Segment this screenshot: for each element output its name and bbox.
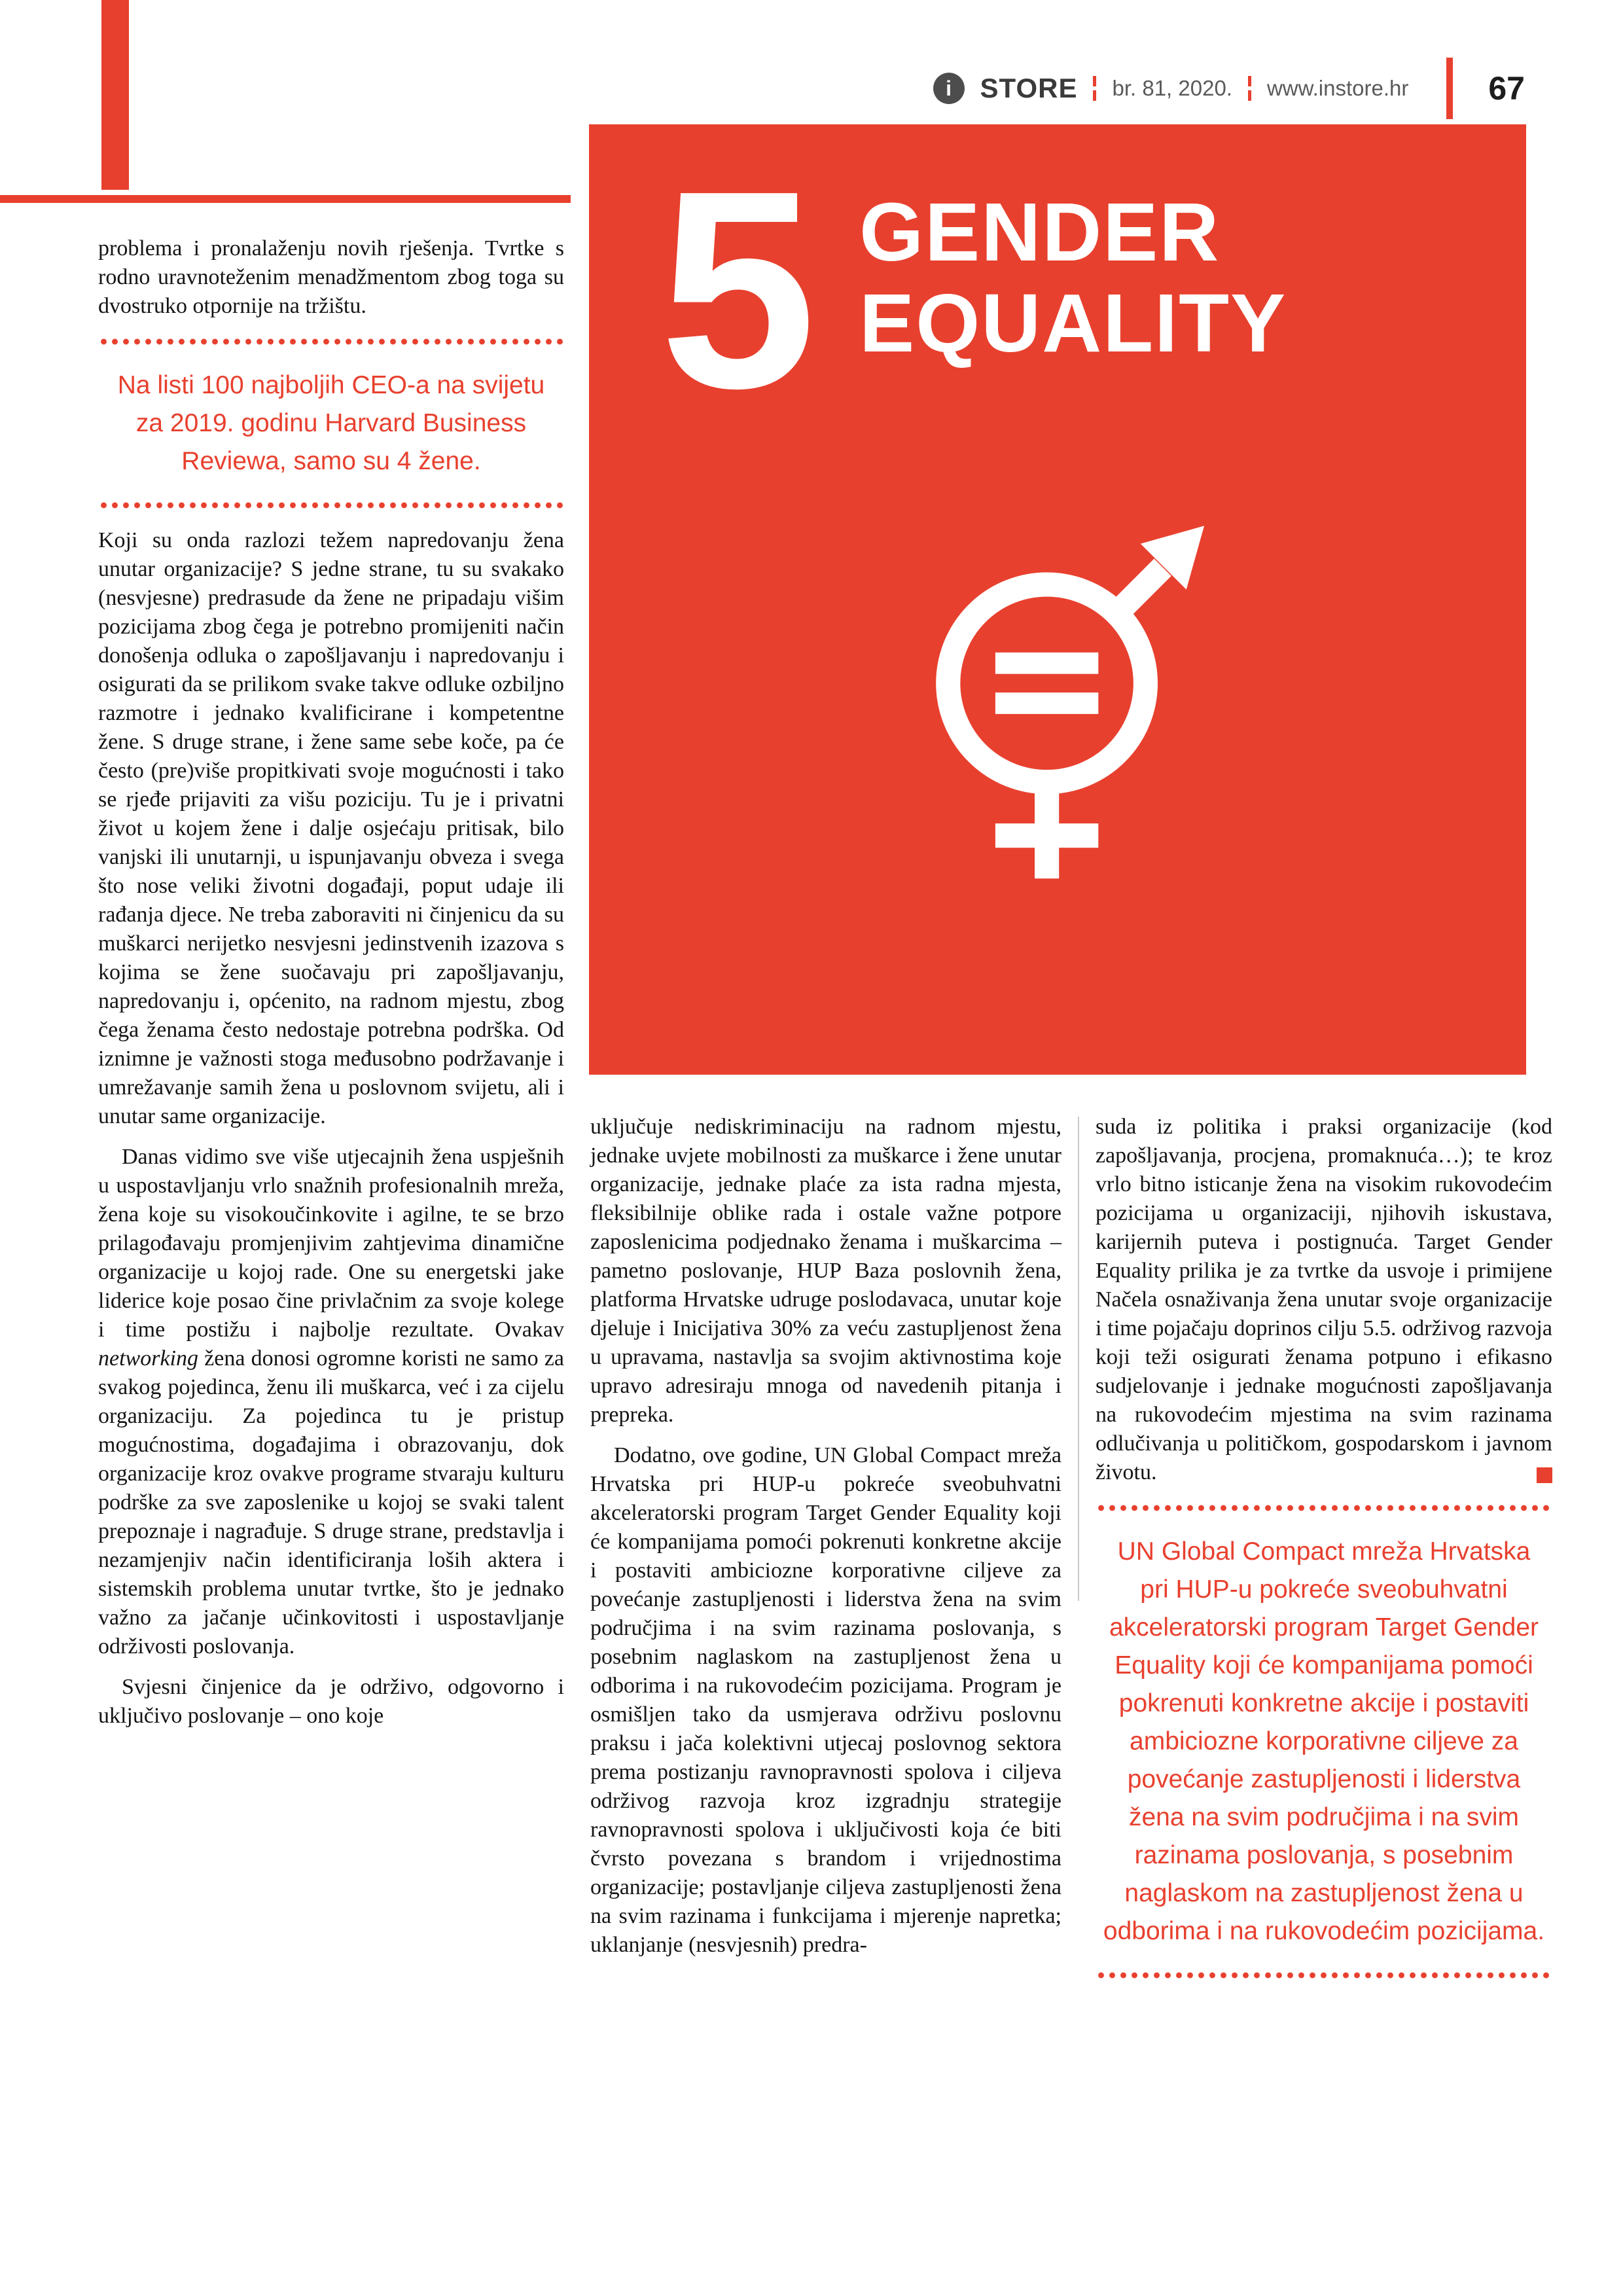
article-end-mark [1537, 1467, 1552, 1483]
body-paragraph: Dodatno, ove godine, UN Global Compact mreža Hrvatska pri HUP-u pokreće sveobuhvatni akceleratorski program Target Gender Equality koji će kompanijama pomoći pokrenuti konkretne akcije i postaviti ambiciozne korporativne ciljeve za povećanje zastupljenosti i liderstva žena na svim područjima i na svim razinama poslovanja, s posebnim naglaskom na zastupljenost žena u odborima i na rukovodećim pozicijama. Program je osmišljen tako da usmjerava održivu poslovnu praksu i jača kolektivni utjecaj poslovnog sektora prema postizanju ravnopravnosti spolova i ciljeva održivog razvoja kroz izgradnju strategije ravnopravnosti spolova i uključivosti koja će biti čvrsto povezana s brandom i vrijednostima organizacije; postavljanje ciljeva zastupljenosti žena na svim razinama i funkcijama i mjerenje napretka; uklanjanje (nesvjesnih) predra- [590, 1443, 1061, 1957]
dotted-divider [1096, 1971, 1552, 1979]
body-paragraph: Koji su onda razlozi težem napredovanju žena unutar organizacije? S jedne strane, tu su svakako (nesvjesne) predrasude da žene ne pripadaju višim pozicijama zbog čega je potrebno promijeniti način donošenja odluka o zapošljavanju i napredovanju i osigurati da se prilikom svake takve odluke ozbiljno razmotre i jednako kvalificirane i kompetentne žene. S druge strane, i žene same sebe koče, pa će često (pre)više propitkivati svoje mogućnosti i tako se rjeđe prijaviti za višu poziciju. Tu je i privatni život u kojem žene i dalje osjećaju pritisak, bilo vanjski ili unutarnji, u ispunjavanju obveza i svega što nose veliki životni događaji, poput udaje ili rađanja djece. Ne treba zaboraviti ni činjenicu da su muškarci nerijetko nesvjesni jedinstvenih izazova s kojima se žene suočavaju pri zapošljavanju, napredovanju i, općenito, na radnom mjestu, zbog čega ženama često nedostaje potrebna podrška. Od iznimne je važnosti stoga međusobno podržavanje i umrežavanje samih žena u poslovnom svijetu, ali i unutar same organizacije. [98, 528, 564, 1128]
paragraph-text: Danas vidimo sve više utjecajnih žena uspješnih u uspostavljanju vrlo snažnih profesionalnih mreža, žena koje su visokoučinkovite i agilne, te se brzo prilagođavaju promjenjivim zahtjevima dinamične organizacije u kojoj rade. One su energetski jake liderice koje posao čine privlačnim za svoje kolege i time postižu i najbolje rezultate. Ovakav [98, 1145, 564, 1342]
corner-accent-mark [101, 0, 129, 190]
pull-quote-un-global-compact: UN Global Compact mreža Hrvatska pri HUP-u pokreće sveobuhvatni akceleratorski program Target Gender Equality koji će kompanijama pomoći pokrenuti konkretne akcije i postaviti ambiciozne korporativne ciljeve za povećanje zastupljenosti i liderstva žena na svim područjima i na svim razinama poslovanja, s posebnim naglaskom na zastupljenost žena u odborima i na rukovodećim pozicijama. [1103, 1537, 1545, 1945]
header-divider [1093, 76, 1096, 101]
sdg-title-line1: GENDER [859, 186, 1221, 278]
paragraph-text: žena donosi ogromne koristi ne samo za svakog pojedinca, ženu ili muškarca, već i za cijelu organizaciju. Za pojedinca tu je pristup mogućnostima, događajima i obrazovanju, dok organizacije kroz ovakve programe stvaraju kulturu podrške za sve zaposlenike u kojoj se svaki talent prepoznaje i nagrađuje. S druge strane, predstavlja i nezamjenjiv način identificiranja loših aktera i sistemskih problema unutar tvrtke, što je jednako važno za jačanje učinkovitosti i uspostavljanje održivosti poslovanja. [98, 1346, 564, 1659]
body-paragraph [1096, 1113, 1552, 1487]
middle-column [590, 1113, 1061, 1960]
page-header [785, 58, 1525, 119]
sdg-number: 5 [660, 133, 817, 447]
pull-quote-ceo: Na listi 100 najboljih CEO-a na svijetu za 2019. godinu Harvard Business Reviewa, samo su 4 žene. [117, 371, 545, 475]
page-number-divider [1446, 58, 1453, 119]
body-paragraph [98, 1143, 564, 1661]
header-divider [1248, 76, 1251, 101]
right-column [1096, 1113, 1552, 1996]
paragraph-text: suda iz politika i praksi organizacije (kod zapošljavanja, procjena, promaknuća…); te kroz vrlo bitno isticanje žena na visokim rukovodećim pozicijama u organizaciji, njihovih iskustava, karijernih puteva i postignuća. Target Gender Equality prilika je za tvrtke da usvoje i primijene Načela osnaživanja žena unutar svoje organizacije i time pojačaju doprinos cilju 5.5. održivog razvoja koji teži osigurati ženama potpuno i efikasno sudjelovanje i jednake mogućnosti zapošljavanja na rukovodećim mjestima na svim razinama odlučivanja u političkom, gospodarskom i javnom životu. [1096, 1115, 1552, 1484]
dotted-divider [98, 501, 564, 509]
page-number: 67 [1488, 70, 1525, 107]
dotted-divider [1096, 1504, 1552, 1512]
body-paragraph: problema i pronalaženju novih rješenja. Tvrtke s rodno uravnoteženim menadžmentom zbog toga su dvostruko otpornije na tržištu. [98, 236, 564, 318]
sdg-title [859, 187, 1287, 368]
instore-logo-icon [933, 73, 965, 104]
column-rule [1078, 1117, 1079, 1601]
italic-term: networking [98, 1346, 198, 1371]
issue-number: br. 81, 2020. [1112, 76, 1232, 100]
dotted-divider [98, 338, 564, 346]
logo-letter: i [946, 76, 952, 100]
website-url[interactable]: www.instore.hr [1266, 76, 1409, 100]
sdg-title-line2: EQUALITY [859, 276, 1287, 369]
left-column [98, 234, 564, 1731]
body-paragraph: Svjesni činjenice da je održivo, odgovorno i uključivo poslovanje – ono koje [98, 1675, 564, 1728]
brand-name: STORE [980, 73, 1078, 103]
gender-equality-icon [904, 501, 1211, 891]
header-rule [0, 195, 571, 203]
sdg5-tile [589, 124, 1526, 1075]
body-paragraph: uključuje nediskriminaciju na radnom mjestu, jednake uvjete mobilnosti za muškarce i žene unutar organizacije, jednake plaće za ista radna mjesta, fleksibilnije oblike rada i ostale važne potpore zaposlenicima podjednako ženama i muškarcima – pametno poslovanje, HUP Baza poslovnih žena, platforma Hrvatske udruge poslodavaca, unutar koje djeluje i Inicijativa 30% za veću zastupljenost žena u upravama, nastavlja sa svojim aktivnostima koje upravo adresiraju mnoga od navedenih pitanja i prepreka. [590, 1115, 1061, 1427]
sdg-heading [589, 124, 1526, 447]
